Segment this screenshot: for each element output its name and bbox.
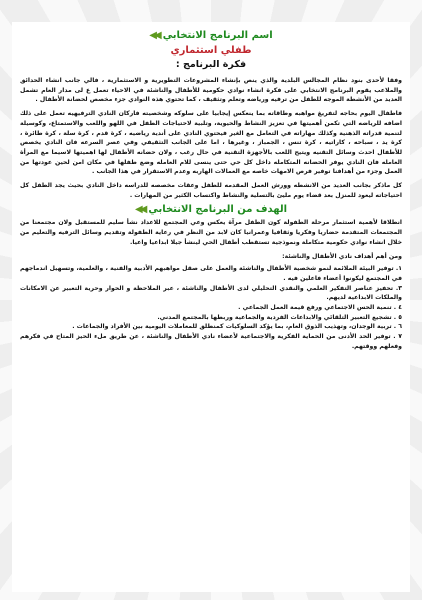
heading-goal (20, 204, 402, 215)
paragraph-intro: وفقا لأحدى بنود نظام المجالس البلدية والذي ينص بإنشاء المشروعات التطويرية و الاستثمارية ، فالي جانب انشاء الحدائق والملاعب يقوم البرنامج الانتخابي على فكرة انشاء نوادي حكومية للأطفال والناشئة في الاحياء تعمل ع لى مدار العام تشمل العديد من الأنشطة الموجه للطفل من ترفيه ورياضه وتعلم وتثقيف ، كما تحتوي هذه النوادي جزء مخصص لحضانة الأطفال . (20, 77, 402, 104)
paragraph-details: فاطفال اليوم بحاجه لتفريغ مواهبه وطاقاته بما ينعكس إيجابيا على سلوكه وشخصيته فاركان النادي الترفيهيه تعمل على ذلك اضافه للرياضه التي تكمن أهميتها في تعزيز النشاط والحيوية، وتلبية لاحتياجات الطفل في اللهو واللعب والاستمتاع، وكوسيلة لتنمية قدراته الذهنية وكذلك مهاراته في التعامل مع الغير فيحتوي النادي على أندية رياضيه ، كرة قدم ، كرة سلة ، كرة طائرة ، كرة يد ، سباحه ، كاراتيه ، كرة تنس ، الجمباز ، وغيرها ، اما على الجانب التثقيفي وفي عصر السرعه فان النادي يخصص للأطفال احدث وسائل التقنيه ويتيح اللعب بالأجهزة التقنية في حال رغب ، ولان حضانه الأطفال لها اهميتها لاسيما مع المرأة العامله فان النادي يوفر الحضانه المتكامله داخل كل حي حتى ينسى للام العامله وضع طفلها في مكان امن لحين عودتها من العمل وجزء من أهدافنا توفير فرص الامهات خاصه مع العمالات الهاربه وعدم الاستقرار في هذا الجانب . (20, 110, 402, 176)
paragraph-summary: كل ماذكر بجانب العديد من الانشطه وورش العمل المقدمه للطفل وعقات مخصصه للدراسه داخل النادي بحيث يجد الطفل كل احتياجاته ليعود للمنزل بعد قضاء يوم مليئ بالتسلية والنشاط واكتساب الكثير من المهارات . (20, 182, 402, 199)
double-chevron-arrow-icon: ◀◀ (149, 30, 159, 41)
heading-text: الهدف من البرنامج الانتخابي (148, 204, 288, 216)
heading-text: اسم البرنامج الانتخابي (162, 30, 273, 41)
goals-intro: ومن أهم أهداف نادي الأطفال والناشئة: (282, 252, 402, 260)
document-panel (12, 22, 410, 592)
paragraph-goal: انطلاقا لأهمية استثمار مرحلة الطفولة كون الطفل مرآة يعكس وعي المجتمع للاعداد نشأ سليم للمستقبل ولان مجتمعنا من المجتمعات المتقدمة حضاريا وفكريا وثقافيا وعمرانيا كان لابد من النظر في رعاية الطفولة وتقديم وسائل الترفيه والتعليم من خلال انشاء نوادي حكومية متكاملة ونموذجية تستقطب أطفال الحي لينشأ جيلا ابداعيا واعيا. (20, 219, 402, 246)
double-chevron-arrow-icon: ◀◀ (134, 204, 145, 216)
list-item: ٤ . تنمية الحس الاجتماعي ورفع قيمة العمل الجماعي . (238, 304, 402, 312)
goals-list (20, 264, 402, 351)
list-item: ٣. تحفيز عناصر التفكير العلمي والنقدي التحليلي لدى الأطفال والناشئة ، عبر الملاحظة و الحوار وحرية التعبير عن الامكانات والملكات الابداعية لديهم. (20, 284, 402, 302)
list-item: ٥ . تشجيع التعبير التلقائي والابداعات الفردية والجماعية وربطها بالمجتمع المدني. (157, 313, 402, 321)
list-item: ٧ . توفير الحد الأدنى من الحماية الفكرية والاجتماعية لأعضاء نادي الأطفال والناشئة ، عن طريق ملء الحيز المتاح في فكرهم وفعلهم ووقتهم. (20, 333, 402, 350)
heading-program-name (20, 30, 402, 41)
idea-label: فكرة البرنامج : (175, 59, 247, 70)
program-title: طفلي استثماري (170, 45, 252, 56)
list-item: ١. توفير البيئة الملائمة لنمو شخصية الأطفال والناشئة والعمل على صقل مواهبهم الأدبية والفنية ، والعلمية، وتسهيل اندماجهم في المجتمع ليكونوا أعضاء فاعلين فيه . (20, 265, 402, 282)
list-item: ٦ . تربية الوجدان، وتهذيب الذوق العام، بما يؤكد السلوكيات كمنطلق للمعاملات اليومية بين الأفراد والجماعات . (72, 323, 402, 331)
